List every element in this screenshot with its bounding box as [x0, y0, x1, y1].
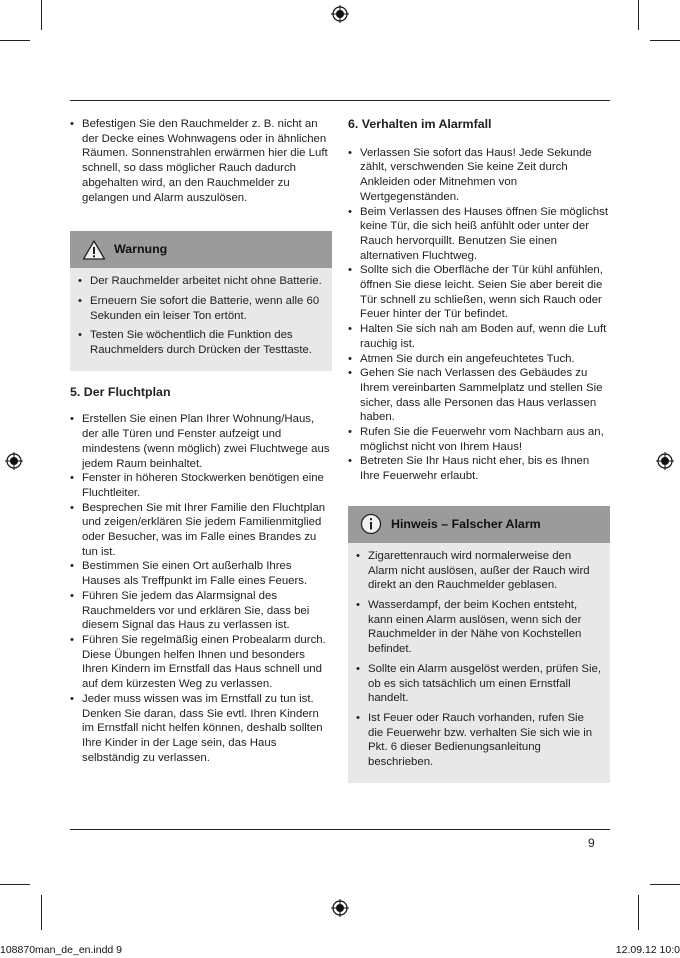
- crop-mark: [41, 895, 42, 930]
- list-item: • Sollte sich die Oberfläche der Tür kühl anfühlen, öffnen Sie diese leicht. Seien Sie aber bereit die Tür schnell zu schließen, wenn sich Rauch oder Feuer hinter der Tür befindet.: [348, 263, 610, 322]
- list-item: • Halten Sie sich nah am Boden auf, wenn die Luft rauchig ist.: [348, 322, 610, 351]
- slug-datetime: 12.09.12 10:0: [615, 944, 680, 956]
- crop-mark: [638, 0, 639, 30]
- footer-rule: [70, 829, 610, 830]
- list-item: • Rufen Sie die Feuerwehr vom Nachbarn aus an, möglichst nicht von Ihrem Haus!: [348, 425, 610, 454]
- hint-box-body: [348, 543, 610, 783]
- crop-mark: [650, 884, 680, 885]
- info-circle-icon: [360, 513, 382, 535]
- registration-mark-icon: [331, 899, 349, 917]
- list-item: • Atmen Sie durch ein angefeuchtetes Tuch.: [348, 352, 610, 367]
- intro-list: [70, 117, 332, 205]
- registration-mark-icon: [5, 452, 23, 470]
- hint-list: [356, 549, 602, 770]
- crop-mark: [650, 40, 680, 41]
- right-column: [348, 117, 610, 783]
- list-item: • Fenster in höheren Stockwerken benötigen eine Fluchtleiter.: [70, 471, 332, 500]
- page-number: 9: [588, 836, 595, 850]
- registration-mark-icon: [656, 452, 674, 470]
- section-heading: 6. Verhalten im Alarmfall: [348, 117, 492, 131]
- list-item: • Besprechen Sie mit Ihrer Familie den Fluchtplan und zeigen/erklären Sie jedem Familienmitglied oder Besucher, was im Falle eines Brandes zu tun ist.: [70, 501, 332, 560]
- warning-box: [70, 231, 332, 371]
- fluchtplan-list: [70, 412, 332, 765]
- warning-box-body: [70, 268, 332, 371]
- list-item: • Wasserdampf, der beim Kochen entsteht, kann einen Alarm auslösen, wenn sich der Rauchmelder in der Nähe von Kochstellen befindet.: [356, 598, 602, 657]
- crop-mark: [0, 884, 30, 885]
- warning-list: [78, 274, 324, 358]
- crop-mark: [0, 40, 30, 41]
- list-item: • Verlassen Sie sofort das Haus! Jede Sekunde zählt, verschwenden Sie keine Zeit durch Ankleiden oder Mitnehmen von Wertgegenständen.: [348, 146, 610, 205]
- list-item: • Bestimmen Sie einen Ort außerhalb Ihres Hauses als Treffpunkt im Falle eines Feuers.: [70, 559, 332, 588]
- section-heading: 5. Der Fluchtplan: [70, 384, 171, 399]
- hint-box-header: [348, 506, 610, 543]
- hint-title: Hinweis – Falscher Alarm: [391, 517, 541, 532]
- list-item: • Ist Feuer oder Rauch vorhanden, rufen Sie die Feuerwehr bzw. verhalten Sie sich wie in Pkt. 6 dieser Bedienungsanleitung beschrieben.: [356, 711, 602, 770]
- list-item: • Testen Sie wöchentlich die Funktion des Rauchmelders durch Drücken der Testtaste.: [78, 328, 324, 357]
- list-item: • Befestigen Sie den Rauchmelder z. B. nicht an der Decke eines Wohnwagens oder in ähnlichen Räumen. Sonnenstrahlen erwärmen hier die Luft schnell, so dass möglicher Rauch dadurch abgehalten wird, an den Rauchmelder zu gelangen und Alarm auszulösen.: [70, 117, 332, 205]
- list-item: • Betreten Sie Ihr Haus nicht eher, bis es Ihnen Ihre Feuerwehr erlaubt.: [348, 454, 610, 483]
- hint-box: [348, 506, 610, 783]
- list-item: • Sollte ein Alarm ausgelöst werden, prüfen Sie, ob es sich tatsächlich um einen Ernstfall handelt.: [356, 662, 602, 706]
- warning-triangle-icon: [82, 239, 106, 261]
- header-rule: [70, 100, 610, 101]
- warning-title: Warnung: [114, 242, 168, 257]
- list-item: • Zigarettenrauch wird normalerweise den Alarm nicht auslösen, außer der Rauch wird direkt an den Rauchmelder geblasen.: [356, 549, 602, 593]
- list-item: • Führen Sie regelmäßig einen Probealarm durch. Diese Übungen helfen Ihnen und besonders Ihren Kindern im Ernstfall das Haus schnell und auf dem kürzesten Weg zu verlassen.: [70, 633, 332, 692]
- crop-mark: [638, 895, 639, 930]
- left-column: [70, 117, 332, 765]
- alarm-list: [348, 146, 610, 484]
- list-item: • Der Rauchmelder arbeitet nicht ohne Batterie.: [78, 274, 324, 289]
- list-item: • Erstellen Sie einen Plan Ihrer Wohnung/Haus, der alle Türen und Fenster aufzeigt und mindestens (wenn möglich) zwei Fluchtwege aus jedem Raum beinhaltet.: [70, 412, 332, 471]
- list-item: • Erneuern Sie sofort die Batterie, wenn alle 60 Sekunden ein leiser Ton ertönt.: [78, 294, 324, 323]
- crop-mark: [41, 0, 42, 30]
- warning-box-header: [70, 231, 332, 268]
- list-item: • Gehen Sie nach Verlassen des Gebäudes zu Ihrem vereinbarten Sammelplatz und stellen Sie sicher, dass alle Personen das Haus verlassen haben.: [348, 366, 610, 425]
- registration-mark-icon: [331, 5, 349, 23]
- list-item: • Jeder muss wissen was im Ernstfall zu tun ist. Denken Sie daran, dass Sie evtl. Ihren Kindern im Ernstfall nicht helfen können, deshalb sollten Ihre Kinder in der Lage sein, das Haus selbständig zu verlassen.: [70, 692, 332, 766]
- list-item: • Führen Sie jedem das Alarmsignal des Rauchmelders vor und erklären Sie, dass bei diesem Signal das Haus zu verlassen ist.: [70, 589, 332, 633]
- slug-file: 108870man_de_en.indd 9: [0, 944, 123, 956]
- list-item: • Beim Verlassen des Hauses öffnen Sie möglichst keine Tür, die sich heiß anfühlt oder unter der Rauch hervorquillt. Benutzen Sie einen alternativen Fluchtweg.: [348, 205, 610, 264]
